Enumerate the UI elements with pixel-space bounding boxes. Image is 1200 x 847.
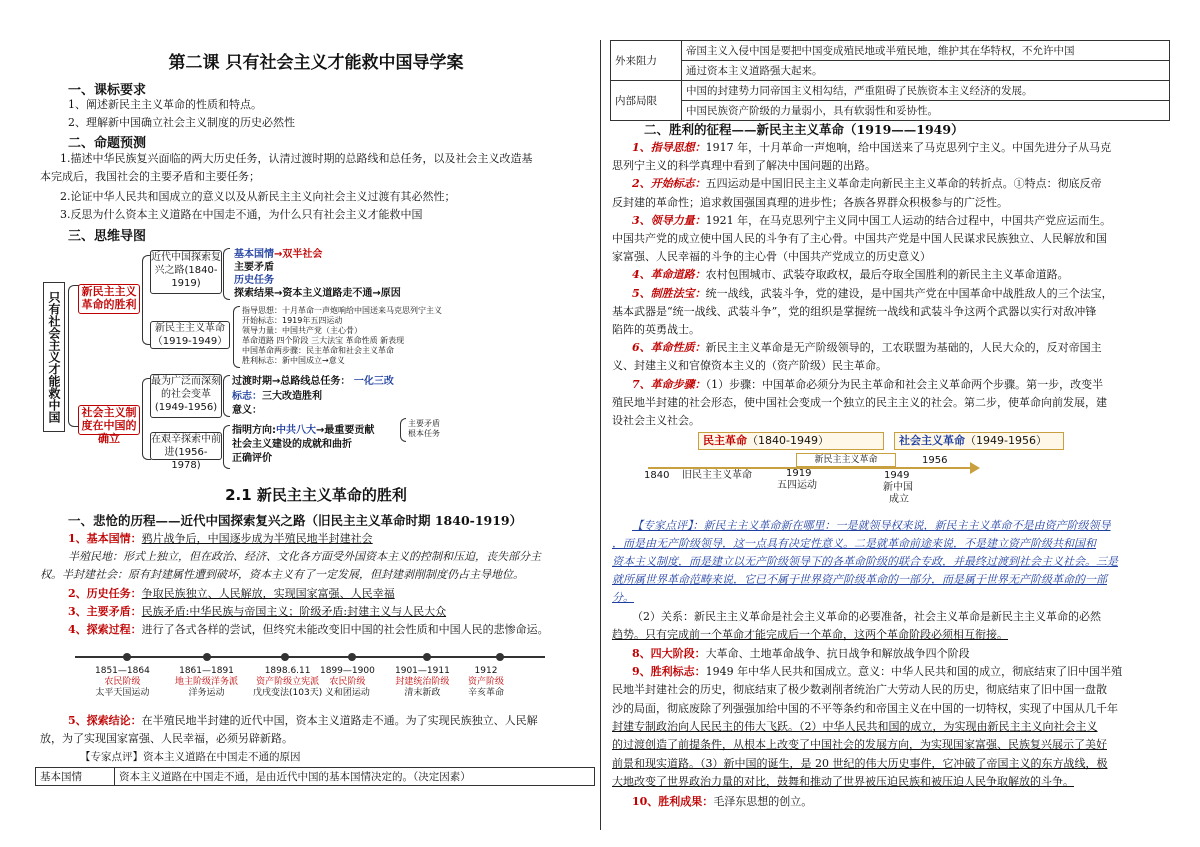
section-heading-3: 三、思维导图 [68, 229, 147, 244]
expert-note-title: 【专家点评】资本主义道路在中国走不通的原因 [80, 751, 301, 763]
text-line: 7、革命步骤：（1）步骤：中国革命必须分为民主革命和社会主义革命两个步骤。第一步，改变半 [632, 377, 1104, 391]
mindmap-leaf: 过渡时期→总路线总任务： 一化三改 [232, 376, 394, 387]
right-column [604, 0, 1170, 847]
event-class: 地主阶级洋务派 [175, 677, 239, 687]
timeline-label: 新中国 [883, 482, 913, 493]
reason-table-1 [35, 767, 595, 786]
event-date: 1861—1891 [179, 666, 234, 676]
event-name: 太平天国运动 [95, 688, 150, 698]
table-cell-value: 帝国主义入侵中国是要把中国变成殖民地或半殖民地，维护其在华特权，不允许中国 [682, 41, 1170, 61]
text-line: （2）关系：新民主主义革命是社会主义革命的必要准备，社会主义革命是新民主主义革命的必然 [632, 610, 1101, 623]
timeline-event [175, 666, 238, 699]
section-heading: 二、胜利的征程——新民主主义革命（1919——1949） [644, 122, 964, 137]
table-row [611, 101, 1170, 121]
timeline-event [320, 666, 375, 699]
table-cell-key: 内部局限 [611, 81, 682, 121]
text-line: 3、主要矛盾：民族矛盾:中华民族与帝国主义；阶级矛盾:封建主义与人民大众 [68, 605, 447, 618]
text-line: 殖民地半封建的社会形态，使中国社会变成一个独立的民主主义的社会。第二步，使革命向前发展，建 [612, 395, 1107, 409]
timeline-event [253, 666, 322, 699]
event-class: 资产阶级 [468, 677, 505, 687]
text-line: 资本主义制度，而是建立以无产阶级领导下的各革命阶级的联合专政，并最终过渡到社会主义社会。三是 [612, 555, 1118, 568]
subsection-title: 2.1 新民主主义革命的胜利 [225, 486, 407, 504]
text-line: 1.描述中华民族复兴面临的两大历史任务，认清过渡时期的总路线和总任务，以及社会主义改造基 [60, 152, 533, 165]
timeline-event [395, 666, 450, 699]
timeline-label: 成立 [889, 494, 909, 505]
event-class: 农民阶级 [329, 677, 366, 687]
reason-table-2 [610, 40, 1170, 121]
table-cell-value: 中国的封建势力同帝国主义相勾结，严重阻碍了民族资本主义经济的发展。 [682, 81, 1170, 101]
text-line: 5、制胜法宝：统一战线，武装斗争，党的建设，是中国共产党在中国革命中战胜敌人的三个法宝， [632, 286, 1113, 300]
timeline-axis [75, 656, 545, 658]
table-row [611, 81, 1170, 101]
mindmap-leaf: 领导力量：中国共产党（主心骨） [242, 326, 362, 335]
text-line: 4、革命道路：农村包围城市、武装夺取政权，最后夺取全国胜利的新民主主义革命道路。 [632, 268, 1069, 282]
brace [233, 306, 240, 368]
event-class: 农民阶级 [104, 677, 141, 687]
text-line: 中国共产党的成立使中国人民的斗争有了主心骨。中国共产党是中国人民谋求民族独立、人民解放和国 [612, 232, 1107, 245]
mindmap-leaf: 历史任务 [234, 275, 274, 286]
text-line: 2.论证中华人民共和国成立的意义以及从新民主主义向社会主义过渡有其必然性； [60, 190, 456, 203]
event-date: 1851—1864 [95, 666, 150, 676]
event-class: 封建统治阶级 [395, 677, 450, 687]
text-line: 1、指导思想：1917 年，十月革命一声炮响，给中国送来了马克思列宁主义。中国先进分子从马克 [632, 141, 1112, 154]
page-title: 第二课 只有社会主义才能救中国导学案 [168, 53, 464, 73]
timeline-demo-box: 民主革命（1840-1949） [698, 432, 884, 450]
event-name: 辛亥革命 [468, 688, 505, 698]
mindmap-leaf: 主要矛盾 [234, 262, 274, 273]
text-line: 大地改变了世界政治力量的对比，鼓舞和推动了世界被压迫民族和被压迫人民争取解放的斗争。 [612, 774, 1074, 788]
text-line: 8、四大阶段：大革命、土地革命战争、抗日战争和解放战争四个阶段 [632, 647, 970, 660]
mindmap-node: 最为广泛而深刻的社会变革(1949-1956) [150, 374, 222, 418]
timeline-year: 1840 [644, 470, 670, 481]
text-line: 前景和现实道路。（3）新中国的诞生，是 20 世纪的伟大历史事件，它冲破了帝国主义的东方战线，极 [612, 756, 1108, 770]
mindmap-leaf: 探索结果→资本主义道路走不通→原因 [234, 288, 401, 299]
mindmap-leaf: 主要矛盾 [408, 419, 440, 428]
text-line: 就所属世界革命范畴来说，它已不属于世界资产阶级革命的一部分，而是属于世界无产阶级革命的一部 [612, 573, 1107, 586]
timeline-label: 旧民主主义革命 [682, 470, 752, 481]
text-line: 9、胜利标志：1949 年中华人民共和国成立。意义：中华人民共和国的成立，彻底结束了旧中国半殖 [632, 665, 1123, 678]
event-date: 1898.6.11 [264, 666, 311, 676]
text-line: 基本武器是“统一战线、武装斗争”，党的组织是掌握统一战线和武装斗争这两个武器以实行对敌冲锋 [612, 304, 1097, 318]
mindmap-branch-1: 新民主主义革命的胜利 [78, 284, 140, 314]
text-line: 4、探索过程：进行了各式各样的尝试，但终究未能改变旧中国的社会性质和中国人民的悲惨命运。 [68, 623, 549, 636]
mindmap-leaf: 指导思想：十月革命一声炮响给中国送来马克思列宁主义 [242, 306, 442, 315]
mindmap-leaf: 标志：三大改造胜利 [232, 391, 322, 402]
section-heading: 一、悲怆的历程——近代中国探索复兴之路（旧民主主义革命时期 1840-1919） [68, 513, 523, 528]
timeline-dot [123, 653, 131, 661]
mindmap-leaf: 基本国情→双半社会 [234, 249, 323, 260]
mindmap-leaf: 正确评价 [232, 453, 272, 464]
event-class: 资产阶级立宪派 [256, 677, 320, 687]
text-line: 义、封建主义和官僚资本主义的（资产阶级）民主革命。 [612, 359, 887, 373]
text-line: 半殖民地：形式上独立，但在政治、经济、文化各方面受外国资本主义的控制和压迫，丧失部分主 [68, 550, 541, 563]
text-line: 陷阵的英勇战士。 [612, 323, 700, 336]
text-line: 6、革命性质：新民主主义革命是无产阶级领导的，工农联盟为基础的，人民大众的，反对帝国主 [632, 341, 1102, 355]
mindmap-leaf: 意义： [232, 405, 262, 416]
text-line: ，而是由无产阶级领导，这一点具有决定性意义。二是就革命前途来说，不是建立资产阶级共和国和 [612, 537, 1096, 550]
timeline-event [95, 666, 150, 699]
timeline-dot [496, 653, 504, 661]
mindmap-leaf: 胜利标志：新中国成立→意义 [242, 356, 345, 365]
brace [223, 375, 230, 417]
text-line: 2、历史任务：争取民族独立、人民解放，实现国家富强、人民幸福 [68, 587, 395, 600]
table-row [36, 768, 595, 786]
text-line: 的过渡创造了前提条件，从根本上改变了中国社会的发展方向，为实现国家富强、民族复兴展示了美好 [612, 738, 1107, 752]
table-cell-value: 资本主义道路在中国走不通，是由近代中国的基本国情决定的。（决定因素） [115, 768, 595, 786]
event-name: 戊戌变法(103天) [253, 688, 323, 698]
event-date: 1912 [474, 666, 498, 676]
text-line: 5、探索结论：在半殖民地半封建的近代中国，资本主义道路走不通。为了实现民族独立、人民解 [68, 714, 538, 727]
timeline-label: 五四运动 [777, 480, 817, 491]
text-line: 设社会主义社会。 [612, 414, 700, 427]
table-cell-key: 基本国情 [36, 768, 115, 786]
event-date: 1899—1900 [320, 666, 375, 676]
text-line: 沙的局面，彻底废除了列强强加给中国的不平等条约和帝国主义在中国的一切特权，实现了中国从几千年 [612, 701, 1118, 715]
section-heading-1: 一、课标要求 [68, 83, 147, 98]
mindmap-leaf: 开始标志：1919年五四运动 [242, 316, 343, 325]
text-line: 分。 [612, 591, 634, 604]
text-line: 权。半封建社会：原有封建属性遭到破坏，资本主义有了一定发展，但封建剥削制度仍占主导地位。 [40, 568, 524, 581]
brace [223, 248, 230, 300]
brace [400, 418, 406, 442]
event-name: 义和团运动 [324, 688, 370, 698]
mindmap-branch-2: 社会主义制度在中国的确立 [78, 405, 140, 435]
timeline-dot [423, 653, 431, 661]
event-name: 洋务运动 [188, 688, 225, 698]
text-line: 3.反思为什么资本主义道路在中国走不通，为什么只有社会主义才能救中国 [60, 208, 423, 221]
timeline-nd-box: 新民主主义革命 [796, 453, 896, 467]
text-line: 2、理解新中国确立社会主义制度的历史必然性 [68, 116, 295, 129]
mindmap-node: 新民主主义革命（1919-1949） [150, 321, 230, 349]
timeline-dot [281, 653, 289, 661]
mindmap-node: 在艰辛探索中前进(1956-1978) [151, 434, 221, 471]
timeline-soc-box: 社会主义革命（1949-1956） [894, 432, 1064, 450]
mindmap-leaf: 中国革命两步骤：民主革命和社会主义革命 [242, 346, 394, 355]
mindmap-root: 只有社会主义才能救中国 [43, 282, 65, 432]
timeline-dot [348, 653, 356, 661]
left-column [30, 0, 602, 847]
text-line: 1、阐述新民主主义革命的性质和特点。 [68, 98, 262, 111]
text-line: 2、开始标志：五四运动是中国旧民主主义革命走向新民主主义革命的转折点。①特点：彻底反帝 [632, 177, 1102, 191]
mindmap-leaf: 革命道路 四个阶段 三大法宝 革命性质 新表现 [242, 336, 405, 345]
timeline-year: 1949 [884, 470, 910, 481]
table-cell-value: 通过资本主义道路强大起来。 [682, 61, 1170, 81]
text-line: 【专家点评】：新民主主义革命新在哪里：一是就领导权来说，新民主主义革命不是由资产阶级领导 [632, 519, 1111, 532]
timeline-year: 1919 [786, 468, 812, 479]
timeline-event [468, 666, 504, 699]
section-heading-2: 二、命题预测 [68, 136, 147, 151]
text-line: 反封建的革命性；追求救国强国真理的进步性；各族各界群众积极参与的广泛性。 [612, 195, 1008, 209]
text-line: 放，为了实现国家富强、人民幸福，必须另辟新路。 [40, 732, 293, 745]
text-line: 1、基本国情：鸦片战争后，中国逐步成为半殖民地半封建社会 [68, 532, 373, 545]
mindmap-leaf: 指明方向:中共八大→最重要贡献 [232, 425, 375, 436]
table-row [611, 61, 1170, 81]
brace [223, 425, 230, 469]
mindmap-node: 近代中国探索复兴之路(1840-1919) [150, 250, 222, 294]
mindmap-leaf: 社会主义建设的成就和曲折 [232, 439, 352, 450]
timeline-year: 1956 [922, 455, 948, 466]
text-line: 民地半封建社会的历史，彻底结束了极少数剥削者统治广大劳动人民的历史，彻底结束了旧中国一盘散 [612, 683, 1107, 697]
text-line: 10、胜利成果：毛泽东思想的创立。 [632, 795, 813, 808]
mindmap-leaf: 根本任务 [408, 429, 440, 438]
text-line: 趋势。只有完成前一个革命才能完成后一个革命，这两个革命阶段必须相互衔接。 [612, 628, 1008, 641]
event-date: 1901—1911 [395, 666, 450, 676]
text-line: 封建专制政治向人民民主的伟大飞跃。（2）中华人民共和国的成立，为实现由新民主主义向社会主义 [612, 719, 1098, 733]
text-line: 家富强、人民幸福的斗争的主心骨（中国共产党成立的历史意义） [612, 250, 931, 264]
text-line: 3、领导力量：1921 年，在马克思列宁主义同中国工人运动的结合过程中，中国共产党应运而生。 [632, 213, 1112, 227]
text-line: 思列宁主义的科学真理中看到了解决中国问题的出路。 [612, 159, 876, 173]
table-row [611, 41, 1170, 61]
table-cell-key: 外来阻力 [611, 41, 682, 81]
text-line: 本完成后，我国社会的主要矛盾和主要任务； [40, 170, 260, 183]
event-name: 清末新政 [404, 688, 441, 698]
timeline-dot [203, 653, 211, 661]
arrow-right-icon [970, 462, 980, 474]
table-cell-value: 中国民族资产阶级的力量弱小，具有软弱性和妥协性。 [682, 101, 1170, 121]
